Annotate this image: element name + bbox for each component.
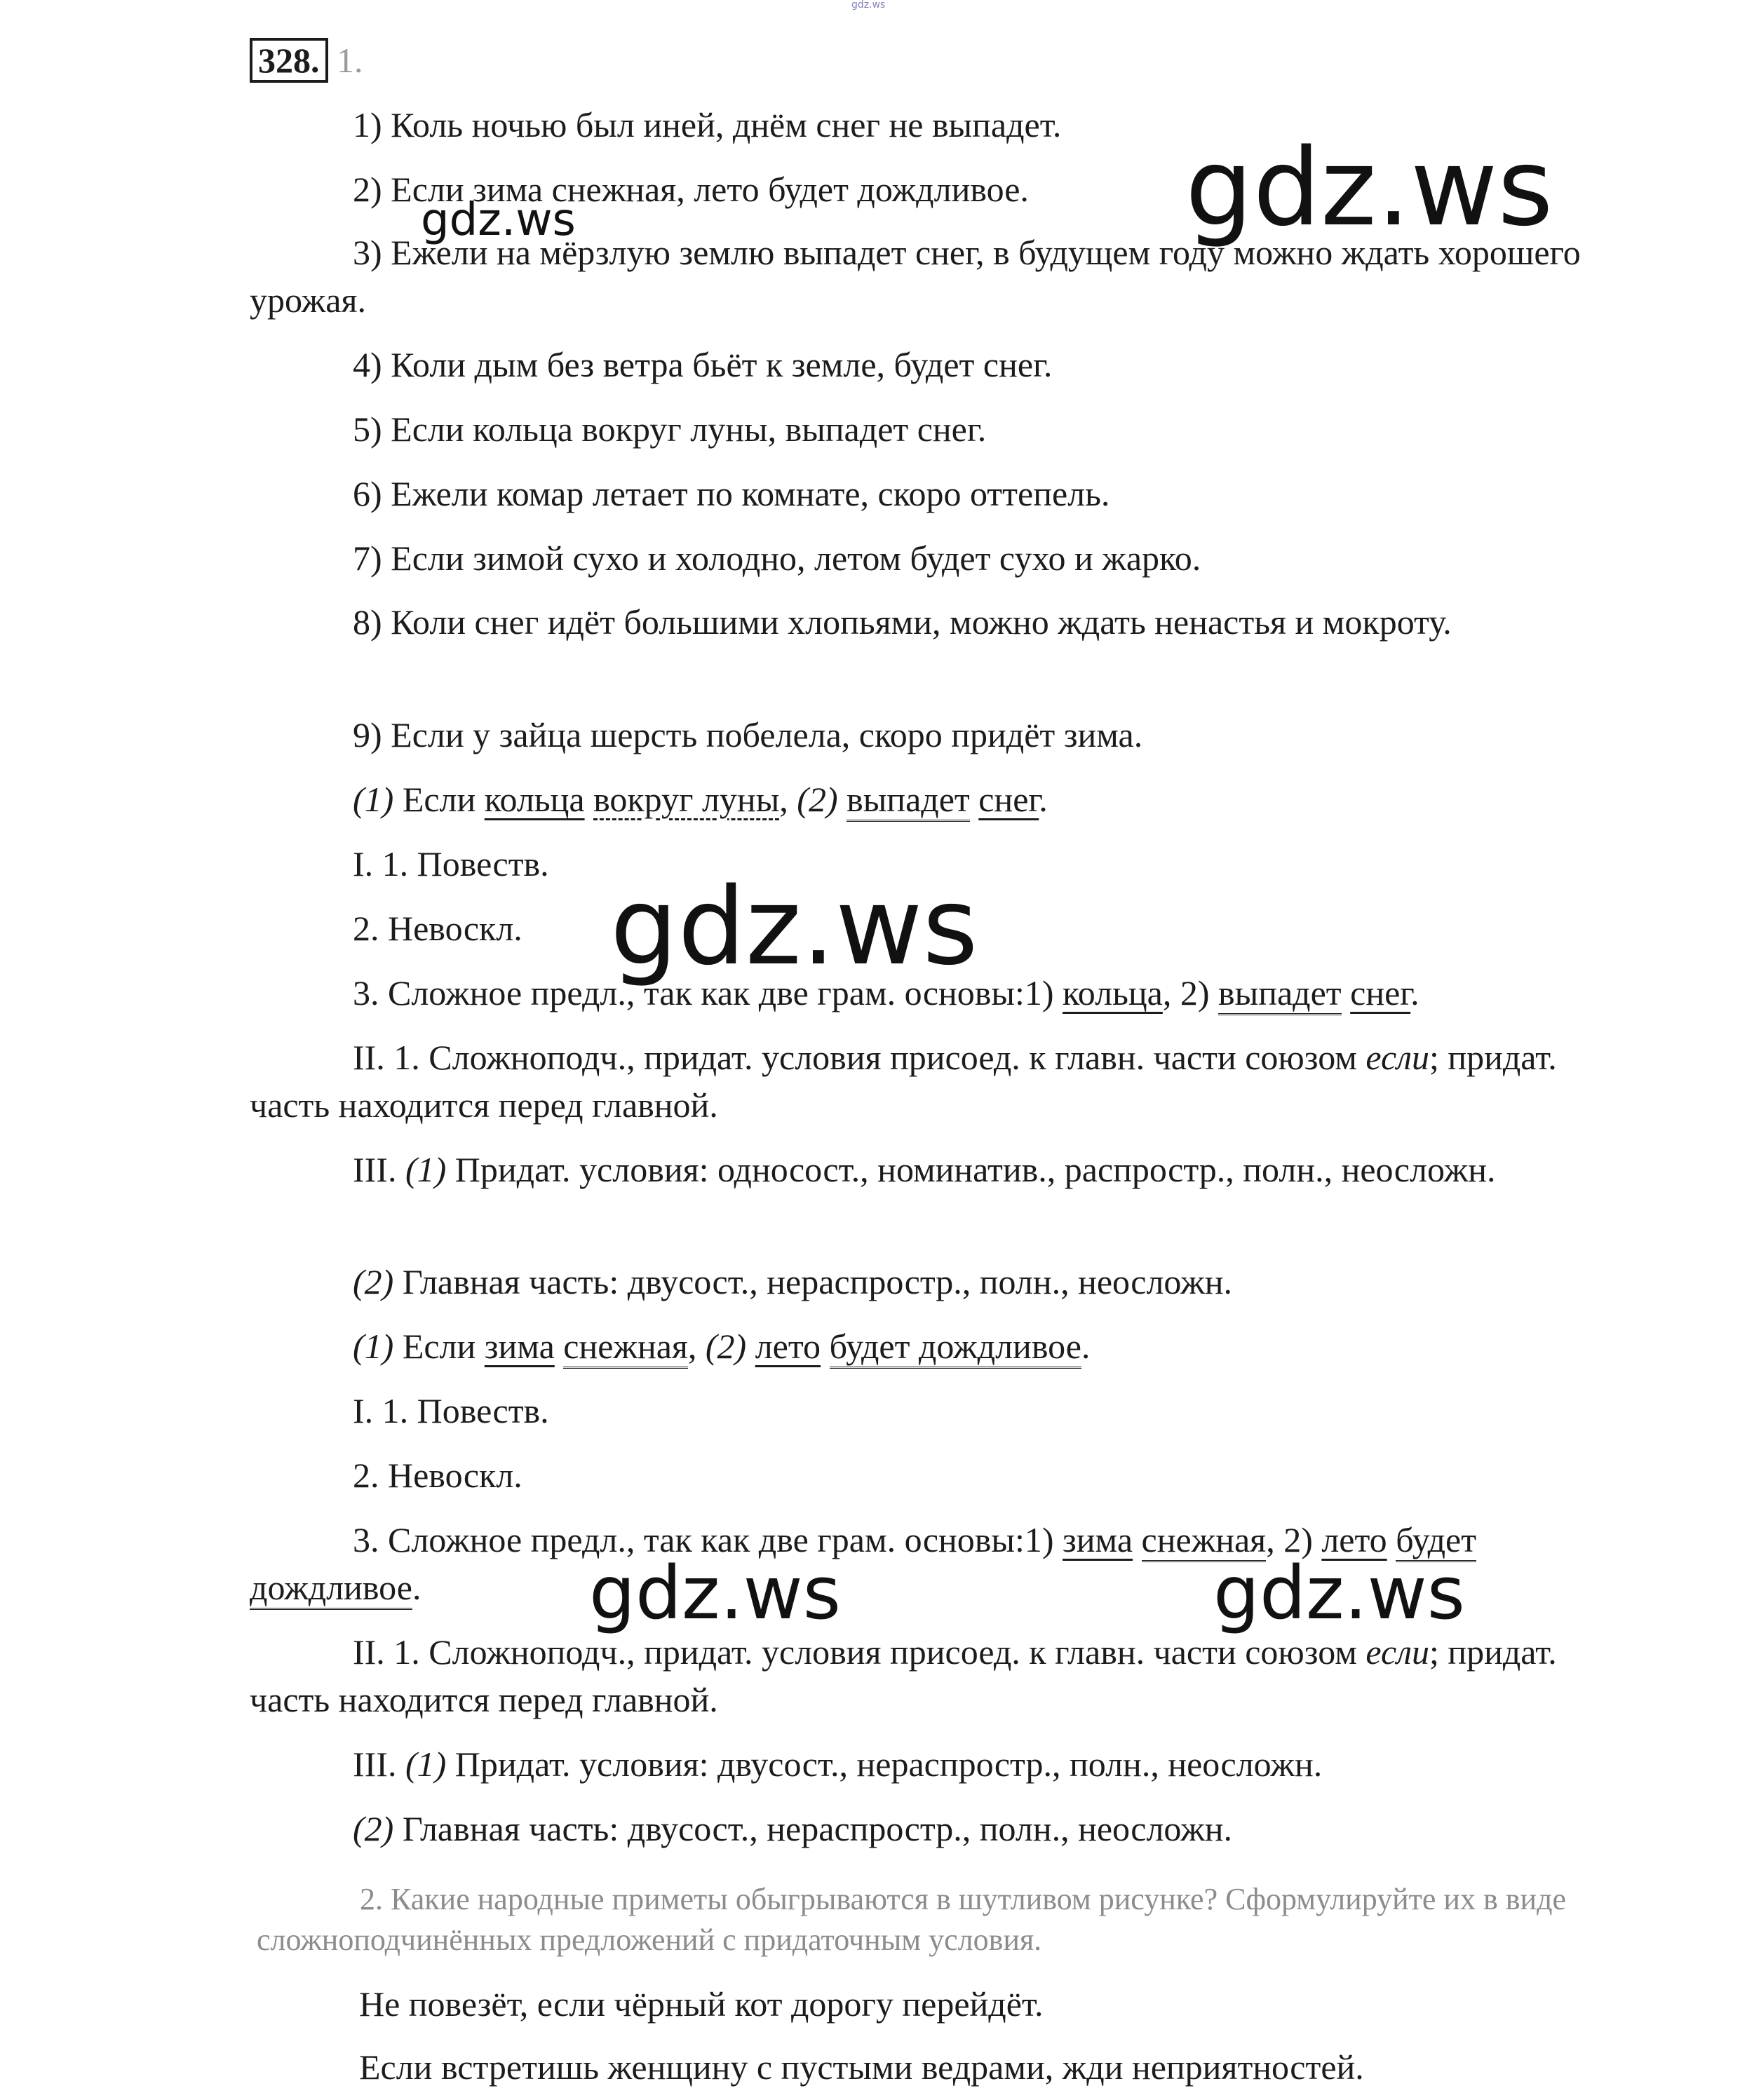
predicate: выпадет [847, 780, 970, 822]
subject: зима [1063, 1520, 1133, 1559]
subject: снег [1350, 973, 1411, 1012]
conjunction: Если [402, 780, 476, 819]
subject: зима [484, 1327, 555, 1366]
period: . [1410, 973, 1419, 1012]
iv-text: Главная часть: двусост., нераспростр., полн., неосложн. [402, 1262, 1232, 1301]
predicate: будет дождливое [830, 1327, 1081, 1369]
analysis1-ii [250, 1034, 1607, 1129]
period: . [1039, 780, 1048, 819]
task2-answer-2: Если встретишь женщину с пустыми ведрами, жди неприятностей. [359, 2047, 1364, 2087]
ii-text: II. 1. Сложноподч., придат. условия присоед. к главн. части союзом [353, 1632, 1357, 1672]
subject: лето [755, 1327, 821, 1366]
analysis1-sentence [250, 775, 1710, 823]
proverb-9: 9) Если у зайца шерсть побелела, скоро придёт зима. [353, 715, 1143, 754]
proverb-5: 5) Если кольца вокруг луны, выпадет снег. [353, 409, 987, 449]
analysis2-iv [250, 1805, 1710, 1852]
exercise-part: 1. [337, 41, 363, 80]
watermark-medium: gdz.ws [1213, 1550, 1465, 1636]
clause-marker: (2) [797, 780, 838, 819]
conjunction-italic: если [1365, 1632, 1429, 1672]
analysis1-iii [250, 1146, 1607, 1193]
iv-text: Главная часть: двусост., нераспростр., полн., неосложн. [402, 1809, 1232, 1848]
analysis2-iii [250, 1740, 1710, 1788]
clause-marker: (1) [353, 780, 394, 819]
period: . [1081, 1327, 1091, 1366]
analysis1-i1: I. 1. Повеств. [353, 844, 549, 883]
exercise-number: 328. [250, 38, 328, 83]
proverb-4: 4) Коли дым без ветра бьёт к земле, будет снег. [353, 345, 1053, 384]
proverb-2: 2) Если зима снежная, лето будет дождливое. [353, 170, 1029, 209]
conjunction: Если [402, 1327, 476, 1366]
subject: кольца [1063, 973, 1163, 1012]
ii-text: II. 1. Сложноподч., придат. условия присоед. к главн. части союзом [353, 1038, 1357, 1077]
clause-marker: (1) [353, 1327, 394, 1366]
analysis2-sentence [250, 1322, 1710, 1370]
clause-marker: (1) [405, 1150, 447, 1189]
conjunction-italic: если [1365, 1038, 1429, 1077]
clause-marker: (2) [353, 1809, 394, 1848]
i3-text: 3. Сложное предл., так как две грам. основы:1) [353, 973, 1054, 1012]
watermark-top: gdz.ws [851, 0, 886, 11]
iii-label: III. [353, 1150, 397, 1189]
i3-mid: , 2) [1266, 1520, 1313, 1559]
analysis2-i2: 2. Невоскл. [353, 1456, 522, 1495]
period: . [412, 1568, 421, 1607]
analysis1-i3 [250, 969, 1710, 1017]
task2-answer-1: Не повезёт, если чёрный кот дорогу перейдёт. [359, 1984, 1044, 2024]
ii-rest: ; придат. часть находится перед главной. [250, 1632, 1557, 1719]
clause-marker: (2) [353, 1262, 394, 1301]
proverb-3: 3) Ежели на мёрзлую землю выпадет снег, в будущем году можно ждать хорошего урожая. [250, 233, 1581, 320]
proverb-1: 1) Коль ночью был иней, днём снег не выпадет. [353, 105, 1062, 144]
predicate: выпадет [1218, 973, 1342, 1015]
predicate: снежная [563, 1327, 688, 1369]
comma: , [687, 1327, 697, 1366]
watermark-large: gdz.ws [610, 865, 978, 989]
analysis2-i1: I. 1. Повеств. [353, 1391, 549, 1430]
iii-text: Придат. условия: односост., номинатив., распростр., полн., неосложн. [454, 1150, 1496, 1189]
analysis1-i2: 2. Невоскл. [353, 909, 522, 948]
clause-marker: (2) [705, 1327, 747, 1366]
watermark-medium: gdz.ws [589, 1550, 841, 1636]
iii-label: III. [353, 1745, 397, 1784]
analysis2-ii [250, 1628, 1607, 1723]
clause-marker: (1) [405, 1745, 447, 1784]
ii-rest: ; придат. часть находится перед главной. [250, 1038, 1557, 1125]
predicate: снежная [1142, 1520, 1267, 1562]
iii-text: Придат. условия: двусост., нераспростр., полн., неосложн. [454, 1745, 1323, 1784]
comma: , [779, 780, 788, 819]
proverb-8: 8) Коли снег идёт большими хлопьями, можно ждать ненастья и мокроту. [353, 602, 1452, 642]
proverb-7: 7) Если зимой сухо и холодно, летом будет сухо и жарко. [353, 538, 1201, 578]
exercise-heading [250, 36, 1607, 84]
predicate: будет дождливое [250, 1520, 1476, 1610]
proverb-6: 6) Ежели комар летает по комнате, скоро оттепель. [353, 474, 1110, 513]
analysis1-iv [250, 1258, 1710, 1306]
watermark-small: gdz.ws [421, 194, 576, 246]
subject: кольца [484, 780, 585, 819]
predicate-dashed: вокруг луны [593, 780, 780, 819]
i3-mid: , 2) [1162, 973, 1210, 1012]
task2-question: 2. Какие народные приметы обыгрываются в шутливом рисунке? Сформулируйте их в виде сложноподчинённых предложений с придаточным условия. [257, 1882, 1566, 1957]
subject: снег [978, 780, 1039, 819]
subject: лето [1321, 1520, 1387, 1559]
i3-text: 3. Сложное предл., так как две грам. основы:1) [353, 1520, 1054, 1559]
watermark-large: gdz.ws [1185, 126, 1553, 250]
